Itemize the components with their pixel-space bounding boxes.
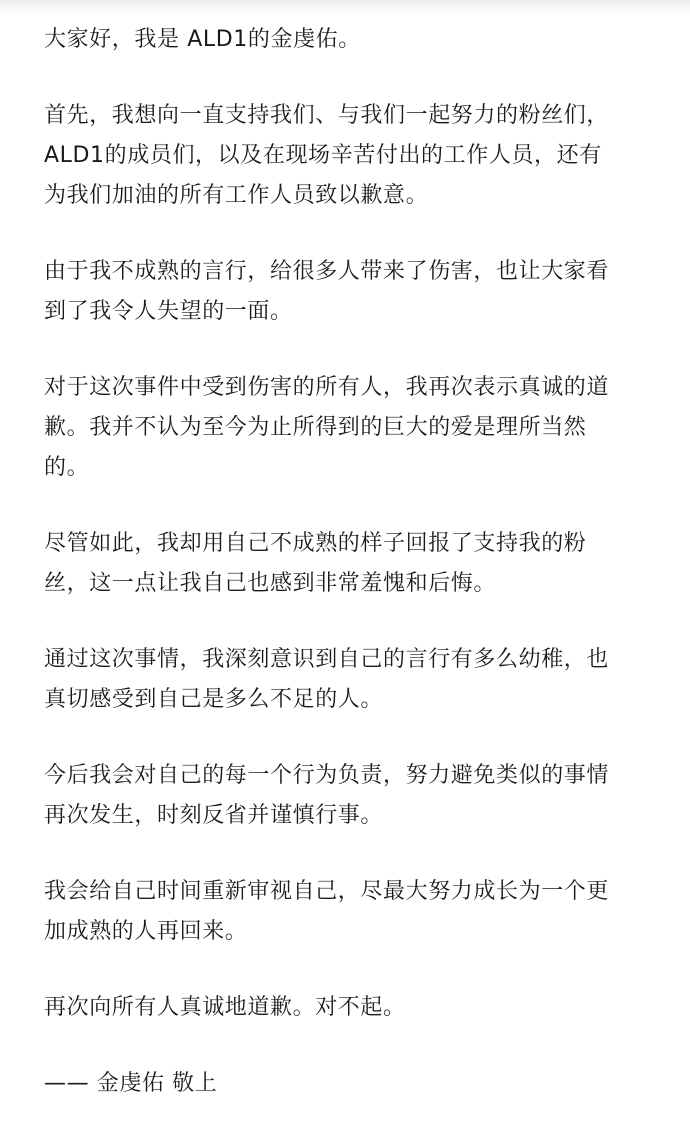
- signature: —— 金虔佑 敬上: [44, 1071, 218, 1096]
- text-line: 再次发生，时刻反省并谨慎行事。: [44, 803, 384, 828]
- text-line: 歉。我并不认为至今为止所得到的巨大的爱是理所当然: [44, 415, 587, 440]
- apology-letter: [44, 20, 654, 1104]
- paragraph-realization: [44, 640, 654, 720]
- text-line: 由于我不成熟的言行，给很多人带来了伤害，也让大家看: [44, 259, 610, 284]
- text-line: ALD1的成员们，以及在现场辛苦付出的工作人员，还有: [44, 143, 602, 168]
- paragraph-greeting: [44, 20, 654, 60]
- text-line: 对于这次事件中受到伤害的所有人，我再次表示真诚的道: [44, 375, 610, 400]
- text-line: 再次向所有人真诚地道歉。对不起。: [44, 995, 406, 1020]
- text-line: 尽管如此，我却用自己不成熟的样子回报了支持我的粉: [44, 531, 587, 556]
- text-line: 首先，我想向一直支持我们、与我们一起努力的粉丝们，: [44, 103, 610, 128]
- text-line: 今后我会对自己的每一个行为负责，努力避免类似的事情: [44, 763, 610, 788]
- paragraph-self-reflection: [44, 872, 654, 952]
- top-shadow: [0, 0, 690, 14]
- paragraph-immature-conduct: [44, 252, 654, 332]
- paragraph-sincere-apology: [44, 368, 654, 488]
- text-line: 通过这次事情，我深刻意识到自己的言行有多么幼稚，也: [44, 647, 610, 672]
- text-line: 大家好，我是 ALD1的金虔佑。: [44, 27, 361, 52]
- text-line: 加成熟的人再回来。: [44, 919, 248, 944]
- paragraph-final-apology: [44, 988, 654, 1028]
- text-line: 为我们加油的所有工作人员致以歉意。: [44, 183, 429, 208]
- text-line: 我会给自己时间重新审视自己，尽最大努力成长为一个更: [44, 879, 610, 904]
- paragraph-responsibility: [44, 756, 654, 836]
- paragraph-apology-to-fans: [44, 96, 654, 216]
- text-line: 到了我令人失望的一面。: [44, 299, 293, 324]
- text-line: 丝，这一点让我自己也感到非常羞愧和后悔。: [44, 571, 497, 596]
- text-line: 真切感受到自己是多么不足的人。: [44, 687, 384, 712]
- text-line: 的。: [44, 455, 90, 480]
- paragraph-shame-regret: [44, 524, 654, 604]
